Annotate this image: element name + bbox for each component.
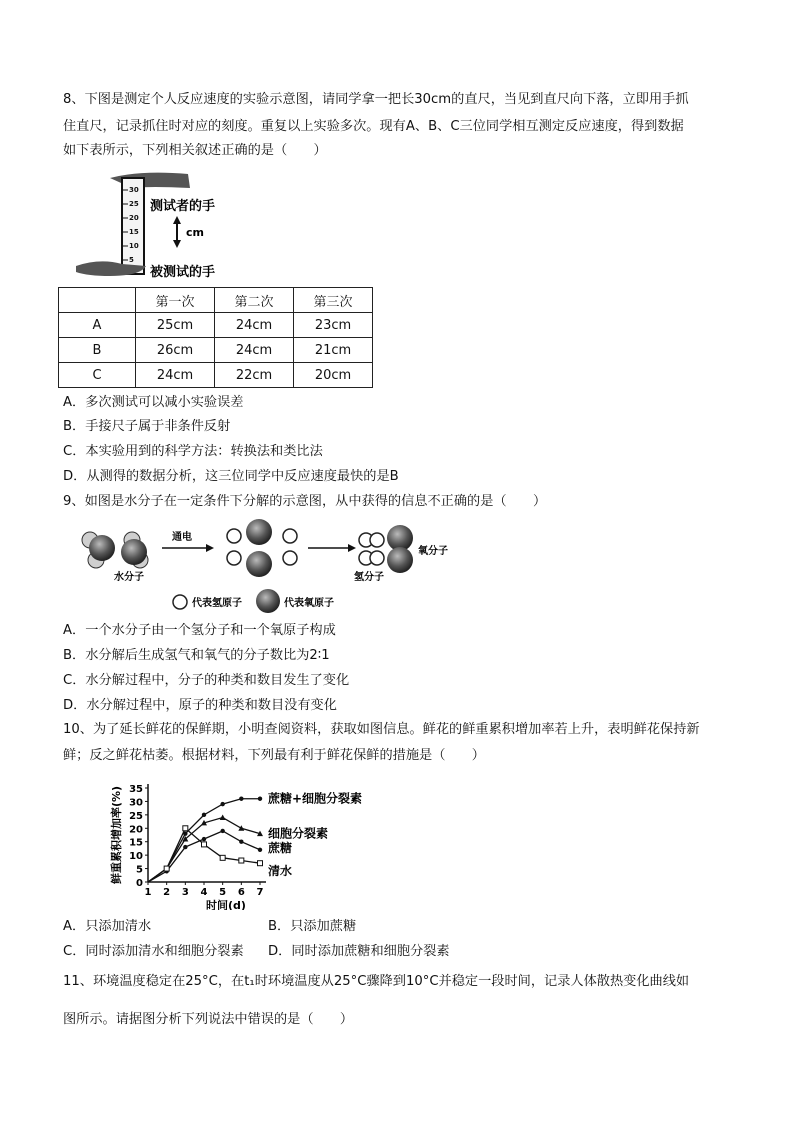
q9-option-b: B．水分解后生成氢气和氧气的分子数比为2∶1 <box>63 648 330 663</box>
legend-oxygen-label: 代表氧原子 <box>284 598 334 609</box>
oxygen-molecule-icon <box>387 525 413 573</box>
table-cell: B <box>59 338 136 363</box>
q10-option-b: B．只添加蔗糖 <box>268 919 357 934</box>
chart-x-axis-label: 时间(d) <box>206 899 246 910</box>
q9-option-c: C．水分解过程中，分子的种类和数目发生了变化 <box>63 673 350 688</box>
chart-x-tick-label: 3 <box>181 887 189 898</box>
chart-point <box>183 826 188 831</box>
legend-hydrogen-label: 代表氢原子 <box>192 598 242 609</box>
q11-text-line1: 11、环境温度稳定在25°C，在t₁时环境温度从25°C骤降到10°C并稳定一段时间，记录人体散热变化曲线如 <box>63 974 690 989</box>
ruler-tick-20: 20 <box>129 214 139 222</box>
chart-x-tick-label: 2 <box>163 887 171 898</box>
q8-text-line2: 住直尺，记录抓住时对应的刻度。重复以上实验多次。现有A、B、C三位同学相互测定反应速度，得到数据 <box>63 119 684 134</box>
ruler-tick-5: 5 <box>129 256 134 264</box>
q10-text-line1: 10、为了延长鲜花的保鲜期，小明查阅资料，获取如图信息。鲜花的鲜重累积增加率若上升，表明鲜花保持新 <box>63 722 700 737</box>
table-cell: 24cm <box>215 313 294 338</box>
q11-text-line2: 图所示。请据图分析下列说法中错误的是（ ） <box>63 1012 354 1027</box>
water-molecule-label: 水分子 <box>114 572 144 583</box>
q10-option-d: D．同时添加蔗糖和细胞分裂素 <box>268 944 450 959</box>
ruler-tick-25: 25 <box>129 200 139 208</box>
table-header-cell: 第一次 <box>136 288 215 313</box>
table-header-cell: 第三次 <box>294 288 373 313</box>
ruler-figure <box>70 168 285 280</box>
chart-series-label: 蔗糖 <box>268 840 293 855</box>
oxygen-atom-icon <box>256 589 280 613</box>
table-row <box>59 338 373 363</box>
chart-point <box>183 845 187 849</box>
electrify-label: 通电 <box>172 532 192 543</box>
arrow-right-icon <box>348 544 356 552</box>
table-cell: 23cm <box>294 313 373 338</box>
chart-y-tick-label: 20 <box>129 824 143 836</box>
ruler-tick-30: 30 <box>129 186 139 194</box>
chart-x-tick-label: 1 <box>144 887 152 898</box>
chart-x-tick-label: 7 <box>256 887 264 898</box>
table-header-cell <box>59 288 136 313</box>
q8-option-b: B．手接尺子属于非条件反射 <box>63 419 231 434</box>
q9-option-d: D．水分解过程中，原子的种类和数目没有变化 <box>63 698 337 713</box>
chart-point <box>258 861 263 866</box>
q8-option-d: D．从测得的数据分析，这三位同学中反应速度最快的是B <box>63 469 399 484</box>
freshness-line-chart <box>100 778 400 910</box>
chart-point <box>238 825 244 831</box>
unit-label: cm <box>186 226 204 239</box>
chart-series-label: 清水 <box>268 864 293 879</box>
table-cell: C <box>59 363 136 388</box>
chart-series-label: 细胞分裂素 <box>268 826 329 841</box>
chart-point <box>220 815 226 821</box>
water-decomposition-figure <box>70 518 460 618</box>
chart-x-tick-label: 5 <box>219 887 227 898</box>
hydrogen-atom-icon <box>173 595 187 609</box>
table-header-row <box>59 288 373 313</box>
chart-point <box>202 842 207 847</box>
chart-x-tick-label: 6 <box>237 887 245 898</box>
chart-series-label: 蔗糖+细胞分裂素 <box>268 791 363 806</box>
chart-y-tick-label: 10 <box>129 851 143 863</box>
chart-series-line <box>148 828 260 882</box>
chart-y-tick-label: 25 <box>129 810 143 822</box>
chart-y-tick-label: 35 <box>129 784 143 795</box>
chart-point <box>202 813 206 817</box>
q8-option-a: A．多次测试可以减小实验误差 <box>63 395 244 410</box>
table-cell: 20cm <box>294 363 373 388</box>
hydrogen-molecule-icon <box>359 533 384 565</box>
chart-y-tick-label: 30 <box>129 797 143 809</box>
water-molecule-icon <box>121 532 148 568</box>
chart-point <box>220 802 224 806</box>
table-cell: 24cm <box>136 363 215 388</box>
oxygen-molecule-label: 氧分子 <box>418 546 448 557</box>
table-cell: 26cm <box>136 338 215 363</box>
chart-point <box>239 840 243 844</box>
ruler-tick-10: 10 <box>129 242 139 250</box>
table-cell: 24cm <box>215 338 294 363</box>
hydrogen-molecule-label: 氢分子 <box>354 572 384 583</box>
chart-y-tick-label: 15 <box>129 837 143 849</box>
chart-y-tick-label: 5 <box>136 864 143 876</box>
table-row <box>59 313 373 338</box>
q8-text-line1: 8、下图是测定个人反应速度的实验示意图，请同学拿一把长30cm的直尺，当见到直尺向下落，立即用手抓 <box>63 92 689 107</box>
chart-point <box>202 837 206 841</box>
chart-point <box>239 858 244 863</box>
chart-y-axis-label: 鲜重累积增加率(%) <box>110 785 123 885</box>
chart-point <box>239 797 243 801</box>
table-header-cell: 第二次 <box>215 288 294 313</box>
q10-option-a: A．只添加清水 <box>63 919 152 934</box>
water-molecule-icon <box>82 532 115 568</box>
chart-point <box>258 848 262 852</box>
chart-x-tick-label: 4 <box>200 887 208 898</box>
table-row <box>59 363 373 388</box>
tested-hand-label: 被测试的手 <box>150 265 216 280</box>
q8-text-line3: 如下表所示，下列相关叙述正确的是（ ） <box>63 143 327 158</box>
table-cell: 21cm <box>294 338 373 363</box>
q8-option-c: C．本实验用到的科学方法：转换法和类比法 <box>63 444 323 459</box>
q9-text-line1: 9、如图是水分子在一定条件下分解的示意图，从中获得的信息不正确的是（ ） <box>63 494 547 509</box>
chart-y-tick-label: 0 <box>136 878 143 889</box>
q10-text-line2: 鲜；反之鲜花枯萎。根据材料，下列最有利于鲜花保鲜的措施是（ ） <box>63 748 485 763</box>
q9-option-a: A．一个水分子由一个氢分子和一个氧原子构成 <box>63 623 336 638</box>
chart-point <box>220 829 224 833</box>
chart-point <box>258 797 262 801</box>
table-cell: A <box>59 313 136 338</box>
reaction-data-table <box>58 287 373 388</box>
ruler-tick-15: 15 <box>129 228 139 236</box>
chart-point <box>164 866 169 871</box>
table-cell: 22cm <box>215 363 294 388</box>
q10-option-c: C．同时添加清水和细胞分裂素 <box>63 944 244 959</box>
tester-hand-label: 测试者的手 <box>150 199 216 214</box>
chart-point <box>220 855 225 860</box>
table-cell: 25cm <box>136 313 215 338</box>
arrow-right-icon <box>206 544 214 552</box>
